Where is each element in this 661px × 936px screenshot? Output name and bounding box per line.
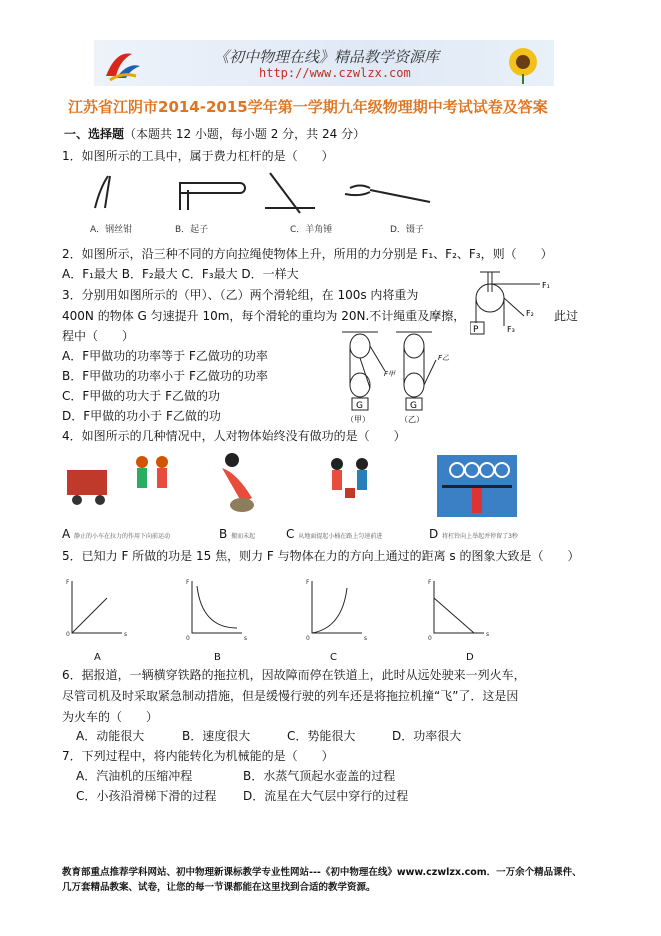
q1-stem: 1．如图所示的工具中，属于费力杠杆的是（ ） [62,149,334,163]
q5-graph-a-label: A [94,652,101,663]
q3-g-label-jia: G [356,401,363,411]
q6-line-3: 为火车的（ ） [62,710,159,724]
q1-tools-figure [80,168,440,218]
q4-option-c-text: 从地面提起小桶在路上匀速前进 [298,533,383,540]
q5-graphs [62,576,512,666]
q6-line-2: 尽管司机及时采取紧急制动措施，但是缓慢行驶的列车还是将拖拉机撞“飞”了．这是因 [62,689,519,703]
q1-option-c: C．羊角锤 [290,225,333,235]
q5-a-origin: 0 [66,631,70,638]
q5-b-axis-x: s [244,635,248,642]
q3-option-a: A．F甲做功的功率等于 F乙做功的功率 [62,349,268,363]
q5-stem: 5．已知力 F 所做的功是 15 焦，则力 F 与物体在力的方向上通过的距离 s 的图象大致是（ ） [62,549,580,563]
q5-graph-c-label: C [330,652,337,663]
q5-b-axis-y: F [186,579,190,586]
q1-option-b: B．起子 [175,225,209,235]
q6-option-b: B．速度很大 [182,729,251,743]
q7-stem: 7．下列过程中，将内能转化为机械能的是（ ） [62,749,334,763]
q1-option-d: D．镊子 [390,225,424,235]
site-banner[interactable] [94,40,554,86]
page-title: 江苏省江阴市2014-2015学年第一学期九年级物理期中考试试卷及答案 [68,98,548,116]
q4-stem: 4．如图所示的几种情况中，人对物体始终没有做功的是（ ） [62,429,406,443]
q4-letter-d: D [429,527,439,541]
q3-option-d: D．F甲做的功小于 F乙做的功 [62,409,221,423]
q3-stem-3: 程中（ ） [62,329,135,343]
q2-p-label: P [473,325,479,335]
banner-title: 《初中物理在线》精品教学资源库 [214,48,440,66]
q5-c-axis-y: F [306,579,310,586]
q3-fyi-label: F乙 [438,354,450,362]
q2-f2-label: F₂ [526,309,534,318]
q5-a-axis-y: F [66,579,70,586]
q4-letter-b: B [219,527,228,541]
q7-option-c: C．小孩沿滑梯下滑的过程 [76,789,217,803]
q4-letter-c: C [286,527,295,541]
q3-fjia-label: F甲 [384,370,396,378]
q2-pulley-figure [470,270,560,335]
q7-option-b: B．水蒸气顶起水壶盖的过程 [243,769,396,783]
q4-option-b [219,527,255,544]
q3-stem-2b: 此过 [554,309,579,323]
q3-g-label-yi: G [410,401,417,411]
q2-f3-label: F₃ [507,325,515,334]
q1-option-a: A．钢丝钳 [90,225,133,235]
section-note: （本题共 12 小题，每小题 2 分，共 24 分） [124,127,366,141]
q6-option-a: A．动能很大 [76,729,145,743]
footer-line-2: 几万套精品教案、试卷，让您的每一节课都能在这里找到合适的教学资源。 [62,882,376,893]
q6-option-d: D．功率很大 [392,729,462,743]
q4-letter-a: A [62,527,71,541]
banner-url[interactable]: http://www.czwlzx.com [259,66,411,80]
q4-option-c [286,527,382,544]
q7-option-a: A．汽油机的压缩冲程 [76,769,193,783]
q5-d-axis-x: s [486,631,490,638]
q3-pulley-figure [340,330,480,430]
q4-pictures [62,450,612,520]
q4-option-a [62,527,170,544]
q5-d-axis-y: F [428,579,432,586]
site-logo-icon [102,46,142,82]
q4-option-d [429,527,518,544]
q6-line-1: 6．据报道，一辆横穿铁路的拖拉机，因故障而停在铁道上，此时从远处驶来一列火车， [62,668,526,682]
q5-c-axis-x: s [364,635,368,642]
q7-option-d: D．流星在大气层中穿行的过程 [243,789,409,803]
q4-option-b-text: 搬而未起 [231,533,256,540]
q5-d-origin: 0 [428,635,432,642]
q4-option-a-text: 静止的小车在拉力的作用下向前运动 [74,533,171,540]
q5-graph-d-label: D [466,652,474,663]
q3-stem-1: 3．分别用如图所示的（甲）、（乙）两个滑轮组，在 100s 内将重为 [62,288,419,302]
q3-option-b: B．F甲做功的功率小于 F乙做功的功率 [62,369,268,383]
q5-a-axis-x: s [124,631,128,638]
q3-yi-label: （乙） [400,415,424,424]
q5-b-origin: 0 [186,635,190,642]
section-label: 一、选择题 [64,127,125,141]
sunflower-icon [498,44,548,84]
q3-jia-label: （甲） [346,415,370,424]
section-heading [64,127,365,141]
footer-line-1: 教育部重点推荐学科网站、初中物理新课标教学专业性网站---《初中物理在线》www.czwlzx.com．一万余个精品课件、 [62,867,582,878]
q2-stem: 2．如图所示，沿三种不同的方向拉绳使物体上升，所用的力分别是 F₁、F₂、F₃，则（ ） [62,247,553,261]
q5-graph-b-label: B [214,652,221,663]
q5-c-origin: 0 [306,635,310,642]
q2-f1-label: F₁ [542,281,550,290]
q6-option-c: C．势能很大 [287,729,356,743]
q3-option-c: C．F甲做的功大于 F乙做的功 [62,389,220,403]
q4-option-d-text: 将杠铃向上举起并停留了3秒 [442,533,518,540]
q3-stem-2: 400N 的物体 G 匀速提升 10m，每个滑轮的重均为 20N.不计绳重及摩擦， [62,309,466,323]
q2-options: A．F₁最大 B．F₂最大 C．F₃最大 D．一样大 [62,267,299,281]
